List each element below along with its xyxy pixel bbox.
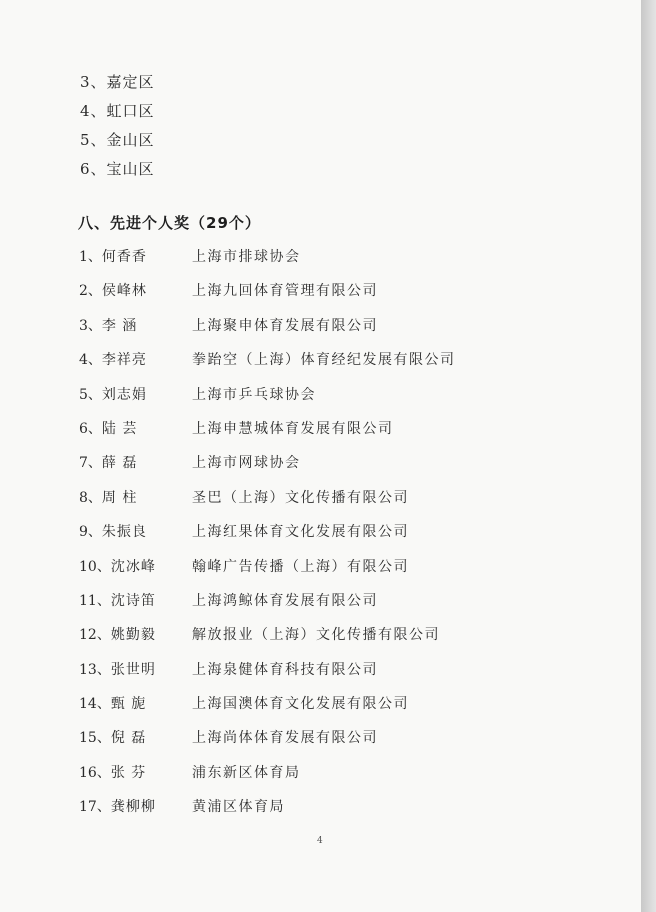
award-row: 17、龚柳柳 黄浦区体育局 — [79, 799, 285, 816]
award-row: 11、沈诗笛 上海鸿鲸体育发展有限公司 — [79, 592, 378, 609]
award-row: 2、侯峰林 上海九回体育管理有限公司 — [79, 283, 378, 300]
section-title: 八、先进个人奖（29个） — [78, 214, 261, 232]
page-number: 4 — [317, 836, 323, 846]
award-list — [79, 240, 456, 825]
award-row: 3、李 涵 上海聚申体育发展有限公司 — [79, 317, 378, 334]
award-row: 5、刘志娟 上海市乒乓球协会 — [79, 386, 316, 403]
award-row: 1、何香香 上海市排球协会 — [79, 249, 301, 265]
award-row: 4、李祥亮 拳跆空（上海）体育经纪发展有限公司 — [79, 352, 456, 369]
district-item: 3、嘉定区 — [80, 73, 155, 91]
district-item: 4、虹口区 — [80, 102, 155, 120]
award-row: 16、张 芬 浦东新区体育局 — [79, 764, 301, 781]
award-row: 10、沈冰峰 翰峰广告传播（上海）有限公司 — [79, 558, 409, 575]
award-row: 12、姚勤毅 解放报业（上海）文化传播有限公司 — [79, 627, 440, 644]
award-row: 6、陆 芸 上海申慧城体育发展有限公司 — [79, 420, 394, 437]
district-list — [80, 68, 155, 184]
award-row: 15、倪 磊 上海尚体体育发展有限公司 — [79, 730, 378, 747]
award-row: 9、朱振良 上海红果体育文化发展有限公司 — [79, 524, 409, 541]
district-item: 5、金山区 — [80, 131, 155, 149]
award-row: 7、薛 磊 上海市网球协会 — [79, 455, 301, 472]
award-row: 13、张世明 上海泉健体育科技有限公司 — [79, 661, 378, 678]
award-row: 14、甄 旎 上海国澳体育文化发展有限公司 — [79, 696, 409, 713]
district-item: 6、宝山区 — [80, 160, 155, 178]
award-row: 8、周 柱 圣巴（上海）文化传播有限公司 — [79, 489, 409, 506]
page-edge — [641, 0, 656, 912]
